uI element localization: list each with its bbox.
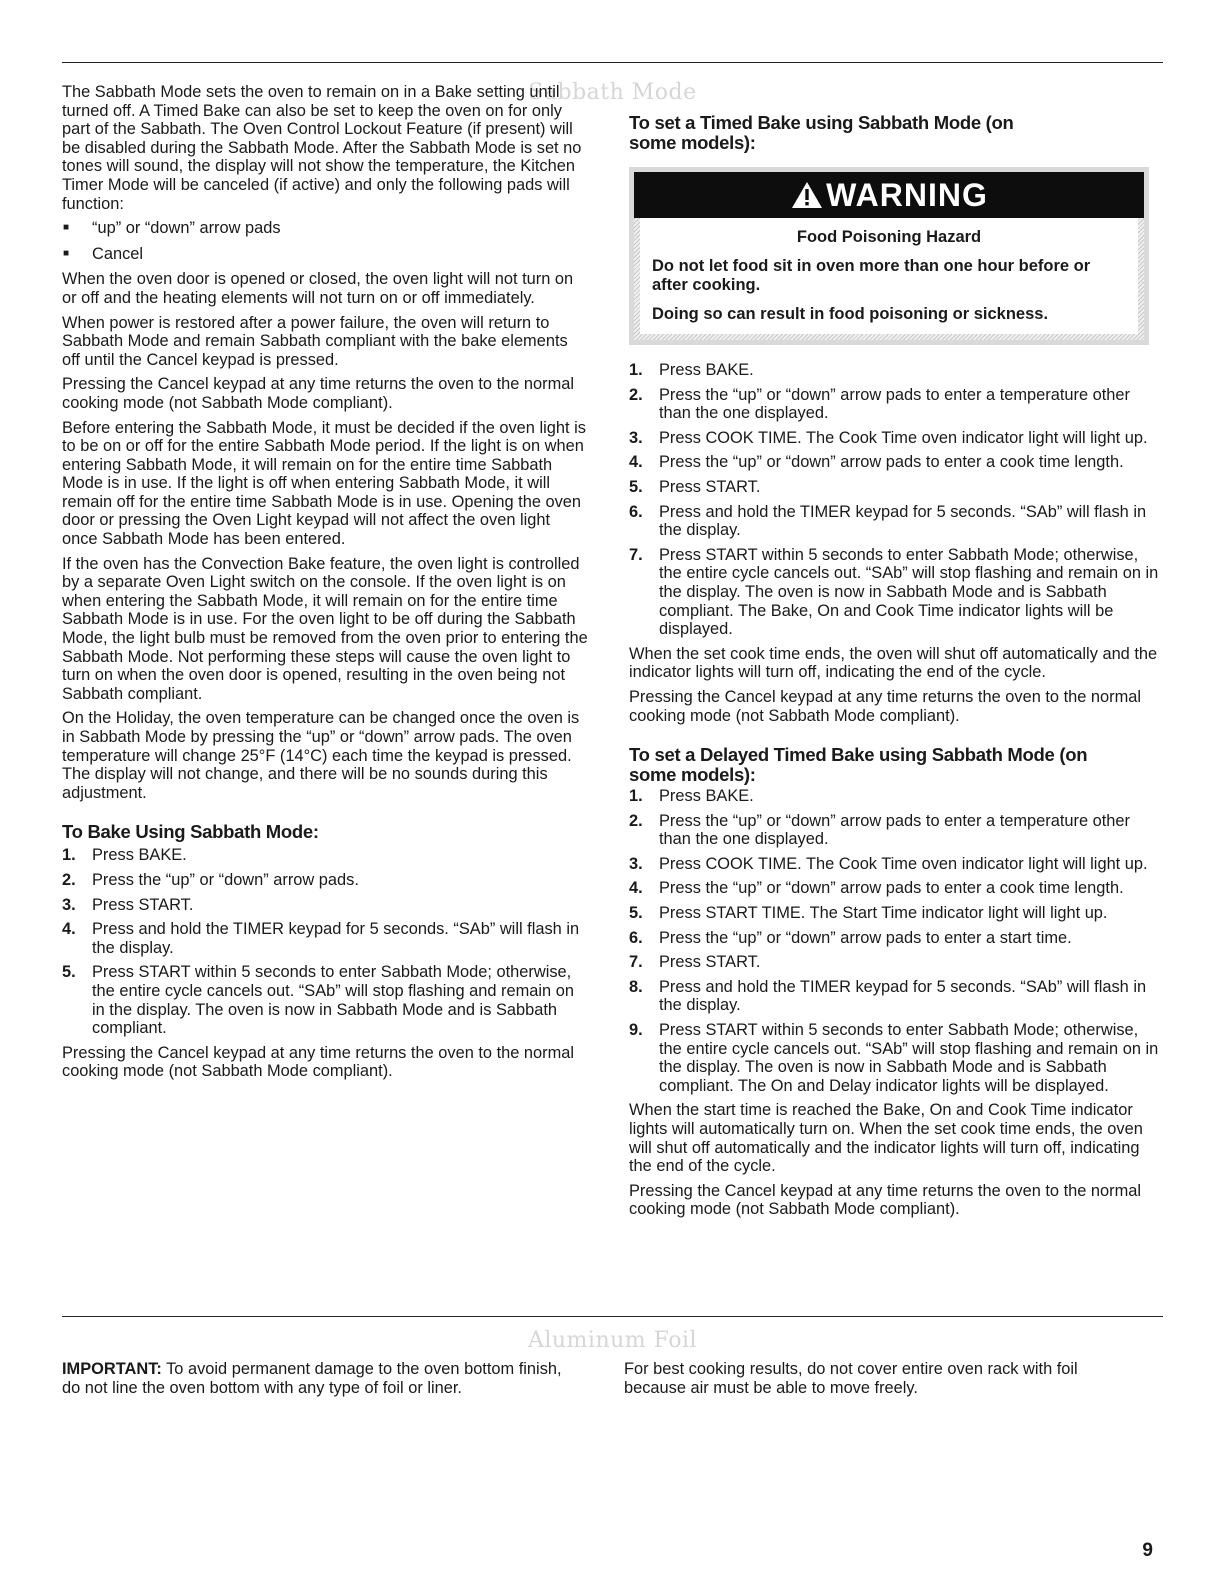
list-item: 9. Press START within 5 seconds to enter Sabbath Mode; otherwise, the entire cycle cancels out. “SAb” will stop flashing and remain on in the display. The oven is now in Sabbath Mode and is Sabbath compliant. The On and Delay indicator lights will be displayed. [629, 1021, 1159, 1095]
bullet-item [62, 245, 590, 264]
paragraph: Before entering the Sabbath Mode, it must be decided if the oven light is to be on or off for the entire Sabbath Mode period. If the light is on when entering Sabbath Mode, it will remain on for the entire time Sabbath Mode is in use. If the light is off when entering Sabbath Mode, it will remain off for the entire time Sabbath Mode is in use. Opening the oven door or pressing the Oven Light keypad will not affect the oven light once Sabbath Mode has been entered. [62, 418, 586, 549]
aluminum-foil-title: Aluminum Foil [470, 1330, 755, 1352]
bake-steps [62, 846, 590, 1037]
list-item: 2. Press the “up” or “down” arrow pads to enter a temperature other than the one displayed. [629, 811, 1130, 849]
paragraph: When the set cook time ends, the oven will shut off automatically and the indicator lights will turn off, indicating the end of the cycle. [629, 644, 1158, 682]
list-item: 1. Press BAKE. [62, 846, 187, 865]
list-item: 7. Press START. [629, 953, 761, 972]
bullet-text: Cancel [92, 244, 144, 263]
list-item: 6. Press and hold the TIMER keypad for 5 seconds. “SAb” will flash in the display. [629, 502, 1147, 540]
timed-bake-heading: To set a Timed Bake using Sabbath Mode (on some models): [629, 112, 1014, 153]
timed-bake-steps [629, 361, 1163, 639]
list-item: 1. Press BAKE. [629, 361, 754, 379]
list-item: 5. Press START TIME. The Start Time indicator light will light up. [629, 904, 1108, 923]
warning-triangle-icon [790, 180, 824, 210]
list-item: 8. Press and hold the TIMER keypad for 5 seconds. “SAb” will flash in the display. [629, 977, 1147, 1015]
list-item: 3. Press START. [62, 895, 194, 914]
paragraph: Pressing the Cancel keypad at any time returns the oven to the normal cooking mode (not Sabbath Mode compliant). [62, 1043, 575, 1081]
warning-text: Do not let food sit in oven more than one hour before or after cooking. [652, 257, 1091, 294]
paragraph: When the start time is reached the Bake, On and Cook Time indicator lights will automatically turn on. When the set cook time ends, the oven will shut off automatically and the indicator lights will turn off, indicating the end of the cycle. [629, 1101, 1143, 1176]
warning-hazard: Food Poisoning Hazard [796, 228, 982, 246]
list-item: 3. Press COOK TIME. The Cook Time oven indicator light will light up. [629, 854, 1148, 873]
list-item: 4. Press the “up” or “down” arrow pads to enter a cook time length. [629, 879, 1124, 898]
warning-label: WARNING [826, 176, 988, 213]
top-rule [62, 62, 1163, 63]
bullet-text: “up” or “down” arrow pads [92, 219, 281, 238]
sabbath-intro: The Sabbath Mode sets the oven to remain on in a Bake setting until turned off. A Timed Bake can also be set to keep the oven on for only part of the Sabbath. The Oven Control Lockout Feature (if present) will be disabled during the Sabbath Mode. After the Sabbath Mode is set no tones will sound, the display will not show the temperature, the Kitchen Timer Mode will be canceled (if active) and only the following pads will function: [62, 83, 582, 213]
paragraph: Pressing the Cancel keypad at any time returns the oven to the normal cooking mode (not Sabbath Mode compliant). [62, 375, 575, 412]
warning-box [629, 167, 1149, 345]
list-item: 4. Press and hold the TIMER keypad for 5 seconds. “SAb” will flash in the display. [62, 920, 580, 957]
list-item: 2. Press the “up” or “down” arrow pads. [62, 870, 359, 889]
paragraph: When power is restored after a power failure, the oven will return to Sabbath Mode and remain Sabbath compliant with the bake elements off until the Cancel keypad is pressed. [62, 313, 568, 369]
delayed-bake-heading: To set a Delayed Timed Bake using Sabbath Mode (on some models): [629, 744, 1088, 786]
list-item: 4. Press the “up” or “down” arrow pads to enter a cook time length. [629, 453, 1124, 472]
list-item: 2. Press the “up” or “down” arrow pads to enter a temperature other than the one displayed. [629, 385, 1130, 423]
delayed-bake-steps [629, 787, 1163, 1095]
page-number: 9 [1142, 1540, 1153, 1561]
section-rule [62, 1316, 1163, 1317]
list-item: 5. Press START. [629, 477, 761, 496]
important-text: To avoid permanent damage to the oven bottom finish, do not line the oven bottom with any type of foil or liner. [62, 1360, 562, 1397]
foil-tip: For best cooking results, do not cover entire oven rack with foil because air must be able to move freely. [624, 1360, 1078, 1397]
paragraph: If the oven has the Convection Bake feature, the oven light is controlled by a separate Oven Light switch on the console. If the oven light is on when entering the Sabbath Mode, it will remain on for the entire time Sabbath Mode is in use. For the oven light to be off during the Sabbath Mode, the light bulb must be removed from the oven prior to entering the Sabbath Mode. Not performing these steps will cause the oven light to turn on when the oven door is opened, resulting in the oven being not Sabbath compliant. [62, 554, 588, 703]
sabbath-mode-title: Sabbath Mode [470, 82, 755, 104]
warning-header [634, 172, 1144, 218]
important-label: IMPORTANT: [62, 1360, 162, 1378]
left-column [62, 83, 590, 1087]
bake-sabbath-heading: To Bake Using Sabbath Mode: [62, 821, 319, 843]
foil-important [62, 1360, 572, 1397]
list-item: 3. Press COOK TIME. The Cook Time oven indicator light will light up. [629, 428, 1148, 447]
bullet-square-icon: ■ [63, 247, 70, 259]
warning-body [640, 218, 1138, 334]
paragraph: When the oven door is opened or closed, the oven light will not turn on or off and the heating elements will not turn on or off immediately. [62, 270, 574, 307]
right-column [629, 113, 1163, 1225]
bullet-item [62, 219, 590, 238]
list-item: 7. Press START within 5 seconds to enter Sabbath Mode; otherwise, the entire cycle cancels out. “SAb” will stop flashing and remain on in the display. The oven is now in Sabbath Mode and is Sabbath compliant. The Bake, On and Cook Time indicator lights will be displayed. [629, 545, 1159, 639]
bullet-square-icon: ■ [63, 222, 70, 234]
paragraph: Pressing the Cancel keypad at any time returns the oven to the normal cooking mode (not Sabbath Mode compliant). [629, 687, 1142, 725]
list-item: 5. Press START within 5 seconds to enter Sabbath Mode; otherwise, the entire cycle cancels out. “SAb” will stop flashing and remain on in the display. The oven is now in Sabbath Mode and is Sabbath compliant. [62, 963, 574, 1038]
list-item: 6. Press the “up” or “down” arrow pads to enter a start time. [629, 928, 1072, 947]
list-item: 1. Press BAKE. [629, 787, 754, 806]
paragraph: Pressing the Cancel keypad at any time returns the oven to the normal cooking mode (not Sabbath Mode compliant). [629, 1181, 1142, 1219]
paragraph: On the Holiday, the oven temperature can be changed once the oven is in Sabbath Mode by pressing the “up” or “down” arrow pads. The oven temperature will change 25°F (14°C) each time the keypad is pressed. The display will not change, and there will be no sounds during this adjustment. [62, 709, 580, 802]
warning-text: Doing so can result in food poisoning or sickness. [652, 305, 1049, 323]
